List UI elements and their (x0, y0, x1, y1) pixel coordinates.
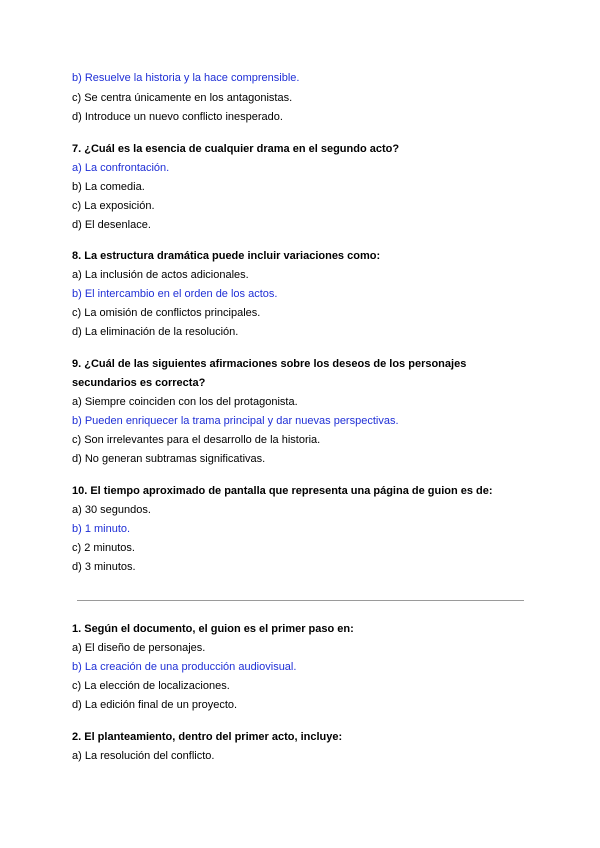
section-divider (77, 600, 524, 601)
b-q1-option-b: b) La creación de una producción audiovisual. (72, 661, 297, 673)
q9-question-line1: 9. ¿Cuál de las siguientes afirmaciones sobre los deseos de los personajes (72, 358, 467, 370)
q8-option-a: a) La inclusión de actos adicionales. (72, 269, 249, 281)
q10-option-d: d) 3 minutos. (72, 561, 136, 573)
q8-option-b: b) El intercambio en el orden de los actos. (72, 288, 278, 300)
q10-option-c: c) 2 minutos. (72, 542, 135, 554)
q7-option-d: d) El desenlace. (72, 219, 151, 231)
q10-option-b: b) 1 minuto. (72, 523, 131, 535)
q6-option-c: c) Se centra únicamente en los antagonistas. (72, 92, 293, 104)
q9-question-line2: secundarios es correcta? (72, 377, 206, 389)
b-q2-option-a: a) La resolución del conflicto. (72, 750, 215, 762)
q9-option-d: d) No generan subtramas significativas. (72, 453, 266, 465)
b-q1-option-d: d) La edición final de un proyecto. (72, 699, 238, 711)
q10-question: 10. El tiempo aproximado de pantalla que representa una página de guion es de: (72, 485, 493, 497)
q10-option-a: a) 30 segundos. (72, 504, 151, 516)
b-q1-option-a: a) El diseño de personajes. (72, 642, 206, 654)
b-q1-option-c: c) La elección de localizaciones. (72, 680, 230, 692)
q8-option-c: c) La omisión de conflictos principales. (72, 307, 261, 319)
q9-option-a: a) Siempre coinciden con los del protagonista. (72, 396, 298, 408)
q6-option-b: b) Resuelve la historia y la hace comprensible. (72, 72, 300, 84)
q9-option-b: b) Pueden enriquecer la trama principal y dar nuevas perspectivas. (72, 415, 399, 427)
q7-option-b: b) La comedia. (72, 181, 145, 193)
b-q1-question: 1. Según el documento, el guion es el primer paso en: (72, 623, 354, 635)
q7-question: 7. ¿Cuál es la esencia de cualquier drama en el segundo acto? (72, 143, 400, 155)
q6-option-d: d) Introduce un nuevo conflicto inesperado. (72, 111, 283, 123)
b-q2-question: 2. El planteamiento, dentro del primer acto, incluye: (72, 731, 343, 743)
q7-option-c: c) La exposición. (72, 200, 155, 212)
q7-option-a: a) La confrontación. (72, 162, 170, 174)
q8-option-d: d) La eliminación de la resolución. (72, 326, 239, 338)
q8-question: 8. La estructura dramática puede incluir variaciones como: (72, 250, 381, 262)
q9-option-c: c) Son irrelevantes para el desarrollo de la historia. (72, 434, 321, 446)
